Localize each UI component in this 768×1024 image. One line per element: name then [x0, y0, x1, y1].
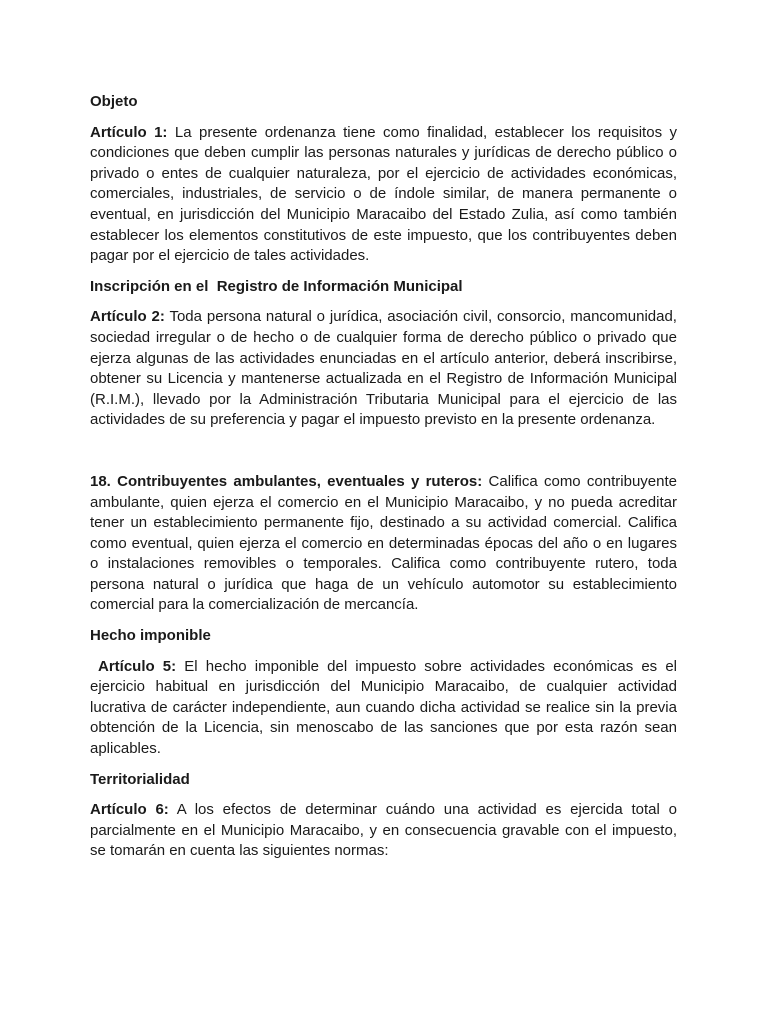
heading-hecho-imponible: Hecho imponible	[90, 627, 211, 645]
contribuyentes-paragraph	[90, 472, 677, 616]
articulo-2-text: Toda persona natural o jurídica, asociación civil, consorcio, mancomunidad, sociedad irregular o de hecho o de cualquier forma de derecho público o privado que ejerza algunas de las actividades enunciadas en el artículo anterior, deberá inscribirse, obtener su Licencia y mantenerse actualizada en el Registro de Información Municipal (R.I.M.), llevado por la Administración Tributaria Municipal para el ejercicio de las actividades de su preferencia y pagar el impuesto previsto en la presente ordenanza.	[90, 308, 677, 429]
document-page	[90, 92, 677, 872]
articulo-5-paragraph	[90, 657, 677, 760]
heading-territorialidad: Territorialidad	[90, 770, 190, 788]
articulo-2-paragraph	[90, 307, 677, 431]
heading-objeto: Objeto	[90, 93, 138, 110]
articulo-5-label: Artículo 5:	[98, 657, 177, 675]
blank-spacer	[90, 441, 677, 472]
contribuyentes-label: 18. Contribuyentes ambulantes, eventuales y ruteros:	[90, 472, 483, 490]
heading-inscripcion: Inscripción en el Registro de Información Municipal	[90, 277, 463, 295]
articulo-6-label: Artículo 6:	[90, 801, 169, 819]
articulo-6-text: A los efectos de determinar cuándo una actividad es ejercida total o parcialmente en el Municipio Maracaibo, y en consecuencia gravable con el impuesto, se tomarán en cuenta las siguientes normas:	[90, 801, 677, 860]
contribuyentes-text: Califica como contribuyente ambulante, quien ejerza el comercio en el Municipio Maracaibo, y no pueda acreditar tener un establecimiento permanente fijo, destinado a su actividad comercial. Califica como eventual, quien ejerza el comercio en determinadas épocas del año o en lugares o instalaciones removibles o temporales. Califica como contribuyente rutero, toda persona natural o jurídica que haga de un vehículo automotor su establecimiento comercial para la comercialización de mercancía.	[90, 472, 677, 614]
articulo-1-paragraph	[90, 123, 677, 267]
articulo-5-text: El hecho imponible del impuesto sobre actividades económicas es el ejercicio habitual en jurisdicción del Municipio Maracaibo, de cualquier actividad lucrativa de carácter independiente, aun cuando dicha actividad se realice sin la previa obtención de la Licencia, sin menoscabo de las sanciones que por esta razón sean aplicables.	[90, 657, 677, 758]
articulo-1-text: La presente ordenanza tiene como finalidad, establecer los requisitos y condiciones que deben cumplir las personas naturales y jurídicas de derecho público o privado o entes de cualquier naturaleza, por el ejercicio de actividades económicas, comerciales, industriales, de servicio o de índole similar, de manera permanente o eventual, en jurisdicción del Municipio Maracaibo del Estado Zulia, así como también establecer los elementos constitutivos de este impuesto, que los contribuyentes deben pagar por el ejercicio de tales actividades.	[90, 123, 677, 265]
articulo-6-paragraph	[90, 800, 677, 862]
articulo-1-label: Artículo 1:	[90, 123, 168, 141]
articulo-2-label: Artículo 2:	[90, 308, 165, 326]
